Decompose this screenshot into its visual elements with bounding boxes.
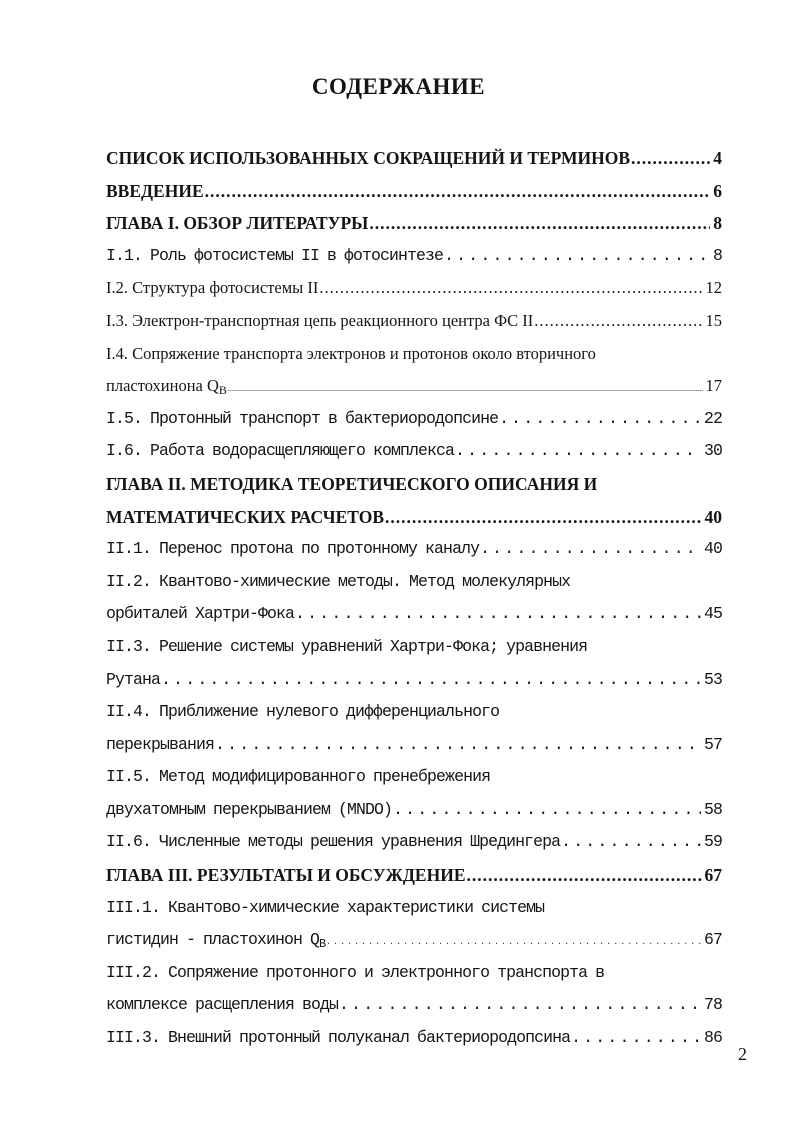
toc-entry-label: ГЛАВА II. МЕТОДИКА ТЕОРЕТИЧЕСКОГО ОПИСАНИЯ И <box>106 473 598 494</box>
toc-entry-page: 86 <box>703 1028 722 1048</box>
toc-entry-page: 4 <box>713 148 722 168</box>
dot-leader <box>534 305 702 338</box>
dot-leader <box>369 207 710 240</box>
toc-entry-section-1-6[interactable] <box>106 435 722 468</box>
toc-entry-label: I.5. Протонный транспорт в бактериородопсине <box>106 408 499 428</box>
toc-entry-section-1-5[interactable] <box>106 403 722 436</box>
toc-entry-page: 67 <box>704 865 722 886</box>
toc-entry-label: перекрывания <box>106 734 215 754</box>
toc-entry-page: 30 <box>703 441 722 461</box>
toc-entry-section-2-3-line-2[interactable] <box>106 664 722 697</box>
toc-entry-label: ГЛАВА III. РЕЗУЛЬТАТЫ И ОБСУЖДЕНИЕ <box>106 865 466 886</box>
toc-entry-chapter-3[interactable] <box>106 859 722 892</box>
dot-leader <box>326 924 701 957</box>
dot-leader <box>444 240 710 273</box>
toc-entry-section-2-1[interactable] <box>106 533 722 566</box>
toc-entry-page: 67 <box>703 930 722 950</box>
toc-entry-chapter-2-line-2[interactable] <box>106 501 722 534</box>
toc-entry-section-1-2[interactable] <box>106 272 722 305</box>
page-title: СОДЕРЖАНИЕ <box>311 74 486 99</box>
toc-entry-page: 6 <box>713 180 722 201</box>
toc-entry-page: 78 <box>703 995 722 1015</box>
toc-entry-page: 59 <box>703 832 722 852</box>
toc-entry-label: Рутана <box>106 669 161 689</box>
toc-entry-section-2-4-line-1[interactable] <box>106 696 722 729</box>
toc-entry-section-1-4-line-1[interactable] <box>106 338 722 371</box>
toc-entry-section-3-2-line-1[interactable] <box>106 957 722 990</box>
dot-leader <box>480 533 701 566</box>
toc-entry-section-1-4-line-2[interactable] <box>106 370 722 403</box>
toc-entry-label: I.3. Электрон-транспортная цепь реакционного центра ФС II <box>106 310 534 330</box>
toc-entry-label: III.1. Квантово-химические характеристики системы <box>106 897 545 917</box>
toc-entry-label: II.3. Решение системы уравнений Хартри-Фока; уравнения <box>106 636 588 656</box>
toc-entry-page: 8 <box>712 245 722 265</box>
dot-leader <box>215 729 701 762</box>
toc-entry-page: 45 <box>703 604 722 624</box>
dot-leader <box>385 501 702 534</box>
toc-entry-chapter-1[interactable] <box>106 207 722 240</box>
dot-leader <box>319 272 702 305</box>
toc-entry-page: 58 <box>703 799 722 819</box>
dot-leader <box>393 794 701 827</box>
toc-entry-page: 57 <box>703 734 722 754</box>
toc-entry-label-text: гистидин - пластохинон Q <box>106 930 320 950</box>
toc-entry-label: орбиталей Хартри-Фока <box>106 604 295 624</box>
toc-entry-page: 17 <box>705 376 722 396</box>
dot-leader <box>455 435 701 468</box>
toc-entry-section-1-3[interactable] <box>106 305 722 338</box>
toc-entry-section-2-2-line-1[interactable] <box>106 566 722 599</box>
dot-leader <box>161 664 701 697</box>
toc-entry-label: II.2. Квантово-химические методы. Метод молекулярных <box>106 571 571 591</box>
dot-leader <box>205 175 711 208</box>
dot-leader <box>295 598 701 631</box>
toc-entry-introduction[interactable] <box>106 175 722 208</box>
toc-entry-label: III.2. Сопряжение протонного и электронного транспорта в <box>106 962 605 982</box>
page-number: 2 <box>738 1044 747 1064</box>
toc-entry-label-text: пластохинона Q <box>106 376 219 396</box>
toc-entry-label: III.3. Внешний протонный полуканал бактериородопсина <box>106 1028 571 1048</box>
subscript-b: B <box>218 383 227 398</box>
toc-entry-label: I.6. Работа водорасщепляющего комплекса <box>106 441 455 461</box>
toc-entry-section-3-1-line-2[interactable] <box>106 924 722 957</box>
toc-entry-section-3-1-line-1[interactable] <box>106 892 722 925</box>
dot-leader <box>571 1022 701 1055</box>
toc-entry-section-3-2-line-2[interactable] <box>106 989 722 1022</box>
toc-entry-section-1-1[interactable] <box>106 240 722 273</box>
toc-entry-label: II.1. Перенос протона по протонному каналу <box>106 539 480 559</box>
toc-entry-chapter-2-line-1[interactable] <box>106 468 722 501</box>
toc-entry-section-2-5-line-1[interactable] <box>106 761 722 794</box>
dot-leader <box>631 142 710 175</box>
toc-entry-section-2-3-line-1[interactable] <box>106 631 722 664</box>
toc-entry-label: I.4. Сопряжение транспорта электронов и протонов около вторичного <box>106 343 596 363</box>
toc-entry-section-2-5-line-2[interactable] <box>106 794 722 827</box>
toc-entry-page: 22 <box>703 408 722 428</box>
dot-leader <box>561 826 701 859</box>
toc-entry-label <box>106 370 227 403</box>
toc-entry-label: комплексе расщепления воды <box>106 995 339 1015</box>
toc-entry-section-2-2-line-2[interactable] <box>106 598 722 631</box>
toc-entry-label <box>106 924 325 957</box>
toc-entry-section-3-3[interactable] <box>106 1022 722 1055</box>
toc-entry-page: 40 <box>703 539 722 559</box>
toc-entry-label: II.5. Метод модифицированного пренебрежения <box>106 767 491 787</box>
toc-entry-abbreviations[interactable] <box>106 142 722 175</box>
subscript-b: B <box>319 937 326 952</box>
toc-entry-section-2-6[interactable] <box>106 826 722 859</box>
toc-entry-label: двухатомным перекрыванием (MNDO) <box>106 799 393 819</box>
toc-entry-label: ВВЕДЕНИЕ <box>106 180 204 201</box>
toc-entry-page: 15 <box>705 310 722 330</box>
toc-entry-section-2-4-line-2[interactable] <box>106 729 722 762</box>
toc-entry-label: I.1. Роль фотосистемы II в фотосинтезе <box>106 245 444 265</box>
toc-entry-label: II.4. Приближение нулевого дифференциального <box>106 702 500 722</box>
dot-leader <box>499 403 701 436</box>
toc-entry-label: II.6. Численные методы решения уравнения Шредингера <box>106 832 561 852</box>
toc-entry-label: ГЛАВА I. ОБЗОР ЛИТЕРАТУРЫ <box>106 213 369 234</box>
dot-leader <box>467 859 702 892</box>
toc-entry-page: 12 <box>705 278 722 298</box>
toc-entry-label: СПИСОК ИСПОЛЬЗОВАННЫХ СОКРАЩЕНИЙ И ТЕРМИНОВ <box>106 148 631 168</box>
toc-entry-page: 40 <box>704 506 722 527</box>
dot-leader <box>228 370 703 403</box>
dot-leader <box>339 989 701 1022</box>
toc-entry-label: I.2. Структура фотосистемы II <box>106 278 319 298</box>
toc-entry-label: МАТЕМАТИЧЕСКИХ РАСЧЕТОВ <box>106 506 384 527</box>
toc-entry-page: 53 <box>703 669 722 689</box>
table-of-contents <box>106 142 722 1055</box>
toc-entry-page: 8 <box>713 213 722 234</box>
